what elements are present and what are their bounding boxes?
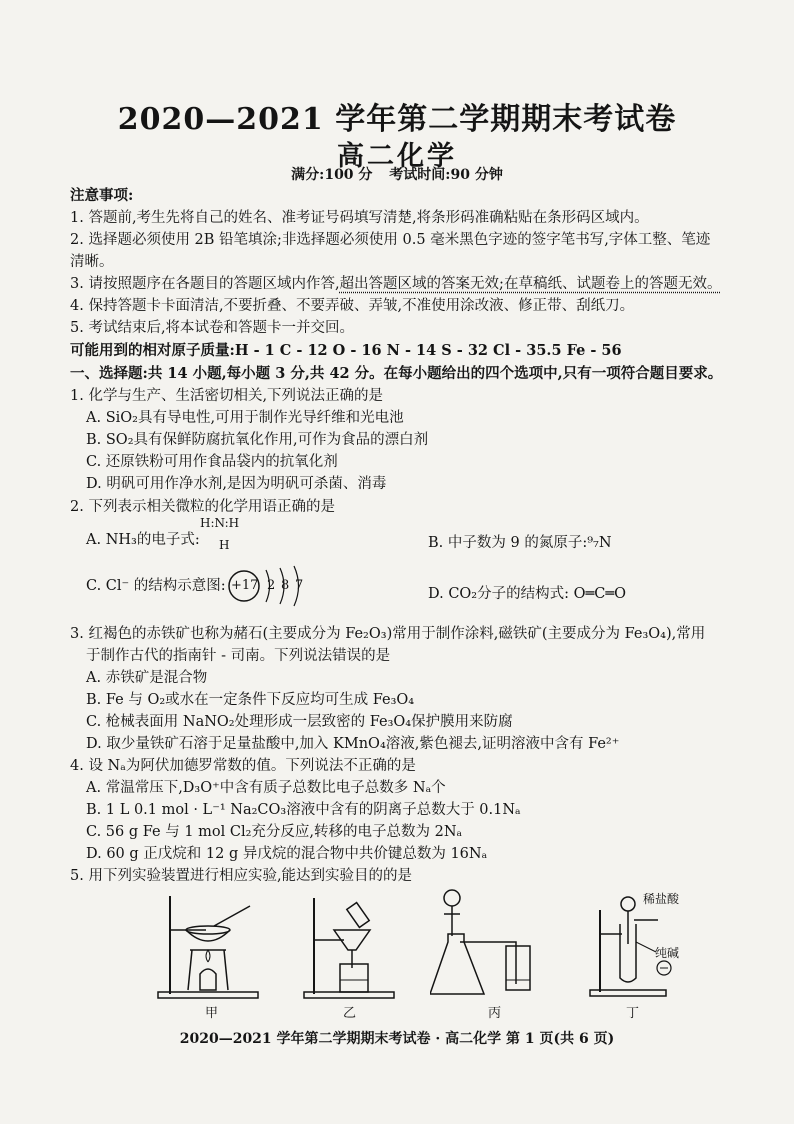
q2-option-b (428, 533, 612, 553)
notice-item-2-cont: 清晰。 (70, 254, 114, 270)
q3-stem-line-1: 3. 红褐色的赤铁矿也称为赭石(主要成分为 Fe₂O₃)常用于制作涂料,磁铁矿(主要成分为 Fe₃O₄),常用 (70, 626, 706, 642)
cl-shell-1: 2 (267, 578, 276, 593)
q2-option-b-text: B. 中子数为 9 的氮原子: (428, 535, 588, 551)
q1-stem: 1. 化学与生产、生活密切相关,下列说法正确的是 (70, 388, 384, 404)
notice-item-3-part2: 超出答题区域的答案无效;在草稿纸、试题卷上的答题无效。 (339, 276, 722, 292)
apparatus-bing-gas-generation (430, 884, 560, 1002)
dilute-hcl-label: 稀盐酸 (643, 892, 680, 906)
soda-label: 纯碱 (655, 946, 680, 960)
notice-item-1: 1. 答题前,考生先将自己的姓名、准考证号码填写清楚,将条形码准确粘贴在条形码区域内。 (70, 210, 649, 226)
q3-option-d: D. 取少量铁矿石溶于足量盐酸中,加入 KMnO₄溶液,紫色褪去,证明溶液中含有 Fe²⁺ (86, 736, 620, 752)
exam-title: 2020—2021 学年第二学期期末考试卷 (117, 102, 677, 137)
cl-nucleus-label: +17 (231, 578, 259, 593)
q3-stem-line-2: 于制作古代的指南针 - 司南。下列说法错误的是 (86, 648, 391, 664)
q1-option-b: B. SO₂具有保鲜防腐抗氧化作用,可作为食品的漂白剂 (86, 432, 429, 448)
exam-meta (0, 164, 794, 184)
notice-item-4: 4. 保持答题卡卡面清洁,不要折叠、不要弄破、弄皱,不准使用涂改液、修正带、刮纸刀。 (70, 298, 635, 314)
q3-option-c: C. 枪械表面用 NaNO₂处理形成一层致密的 Fe₃O₄保护膜用来防腐 (86, 714, 513, 730)
atomic-mass-line: 可能用到的相对原子质量:H - 1 C - 12 O - 16 N - 14 S - 32 Cl - 35.5 Fe - 56 (70, 342, 622, 359)
q4-option-c: C. 56 g Fe 与 1 mol Cl₂充分反应,转移的电子总数为 2Nₐ (86, 824, 463, 840)
apparatus-label-bing: 丙 (488, 1006, 502, 1021)
page-footer: 2020—2021 学年第二学期期末考试卷 · 高二化学 第 1 页(共 6 页) (179, 1031, 615, 1047)
q1-option-a: A. SiO₂具有导电性,可用于制作光导纤维和光电池 (86, 410, 404, 426)
q2-option-a: A. NH₃的电子式: (86, 532, 200, 548)
notice-item-5: 5. 考试结束后,将本试卷和答题卡一并交回。 (70, 320, 355, 336)
q2-option-d-text: D. CO₂分子的结构式: (428, 586, 570, 602)
apparatus-label-jia: 甲 (205, 1006, 219, 1021)
apparatus-label-yi: 乙 (343, 1006, 357, 1021)
q5-stem: 5. 用下列实验装置进行相应实验,能达到实验目的的是 (70, 868, 413, 884)
q4-option-a: A. 常温常压下,D₃O⁺中含有质子总数比电子总数多 Nₐ个 (86, 780, 446, 796)
notice-heading: 注意事项: (70, 187, 134, 204)
notice-item-3-part1: 3. 请按照题序在各题目的答题区域内作答, (70, 276, 340, 292)
apparatus-yi-filtration (300, 890, 410, 1002)
q3-option-a: A. 赤铁矿是混合物 (86, 670, 208, 686)
q2-a-formula-bottom: H (219, 538, 230, 552)
apparatus-ding-reaction-tube (588, 894, 698, 1002)
co2-structural-formula: O═C═O (573, 586, 626, 602)
exam-subject: 高二化学 (337, 141, 457, 172)
section-1-heading: 一、选择题:共 14 小题,每小题 3 分,共 42 分。在每小题给出的四个选项中,只有一项符合题目要求。 (70, 365, 723, 382)
q4-stem: 4. 设 Nₐ为阿伏加德罗常数的值。下列说法不正确的是 (70, 758, 416, 774)
q2-b-nuclide: ⁹₇N (587, 535, 612, 551)
notice-item-2: 2. 选择题必须使用 2B 铅笔填涂;非选择题必须使用 0.5 毫米黑色字迹的签字笔书写,字体工整、笔迹 (70, 232, 711, 248)
cl-shell-2: 8 (281, 578, 290, 593)
q4-option-b: B. 1 L 0.1 mol · L⁻¹ Na₂CO₃溶液中含有的阴离子总数大于 0.1Nₐ (86, 802, 521, 818)
q2-stem: 2. 下列表示相关微粒的化学用语正确的是 (70, 499, 335, 515)
q1-option-d: D. 明矾可用作净水剂,是因为明矾可杀菌、消毒 (86, 476, 387, 492)
full-marks: 满分:100 分 (291, 167, 373, 183)
apparatus-jia-evaporation (150, 890, 270, 1002)
cl-shell-3: 7 (295, 578, 304, 593)
q2-a-formula-top: H:N:H (200, 516, 240, 530)
q3-option-b: B. Fe 与 O₂或水在一定条件下反应均可生成 Fe₃O₄ (86, 692, 415, 708)
q1-option-c: C. 还原铁粉可用作食品袋内的抗氧化剂 (86, 454, 338, 470)
q2-option-c: C. Cl⁻ 的结构示意图: (86, 578, 226, 594)
apparatus-label-ding: 丁 (626, 1006, 640, 1021)
exam-time: 考试时间:90 分钟 (389, 167, 503, 183)
q2-option-d (428, 584, 626, 604)
q4-option-d: D. 60 g 正戊烷和 12 g 异戊烷的混合物中共价键总数为 16Nₐ (86, 846, 488, 862)
notice-item-3 (70, 274, 721, 294)
